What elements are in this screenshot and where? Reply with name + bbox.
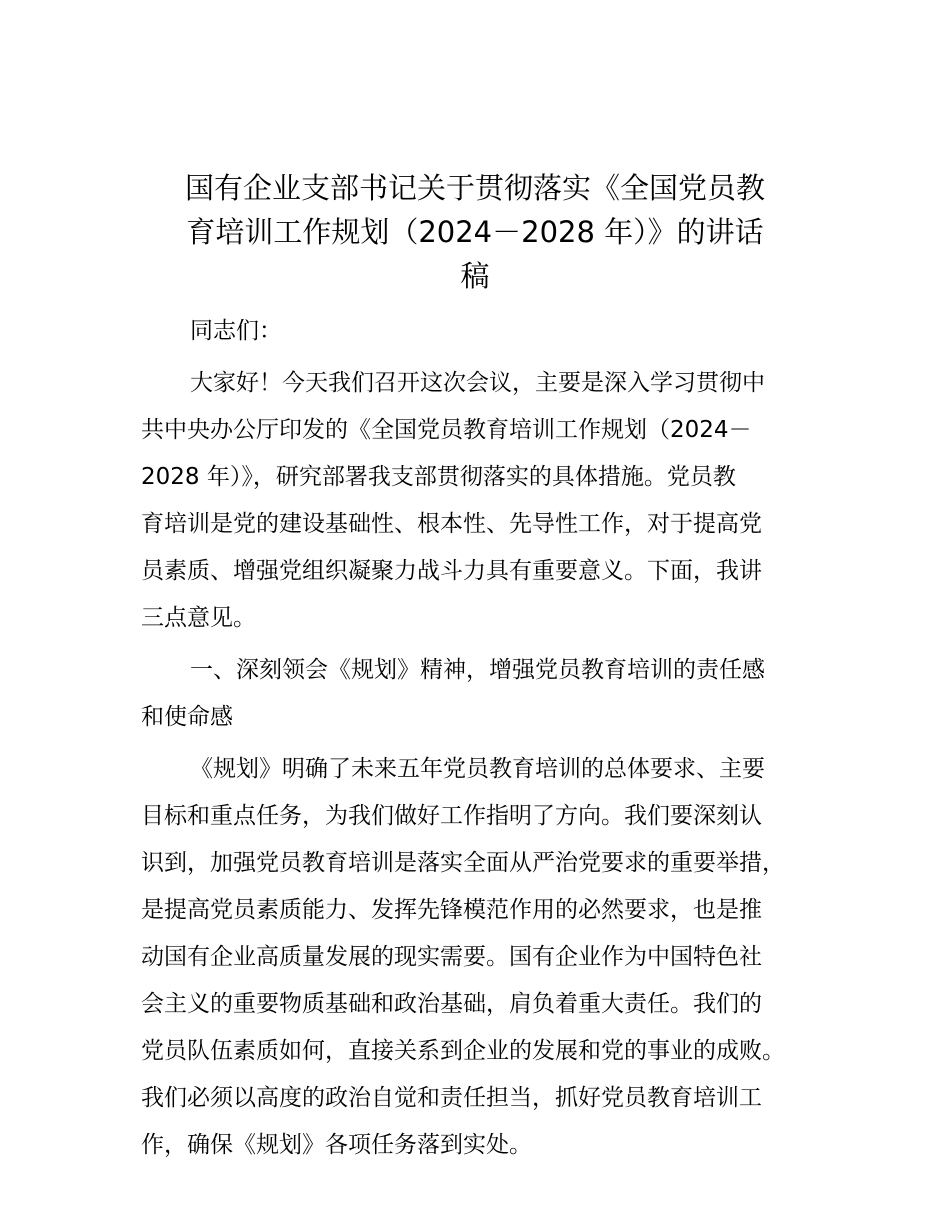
text-line: 会主义的重要物质基础和政治基础，肩负着重大责任。我们的 — [141, 991, 762, 1017]
title-line: 稿 — [460, 259, 490, 293]
document-title — [140, 166, 810, 298]
text-line: 党员队伍素质如何，直接关系到企业的发展和党的事业的成败。 — [141, 1038, 785, 1064]
text-line: 动国有企业高质量发展的现实需要。国有企业作为中国特色社 — [141, 944, 762, 970]
text-line: 共中央办公厅印发的《全国党员教育培训工作规划（2024－ — [141, 417, 752, 443]
text-line: 我们必须以高度的政治自觉和责任担当，抓好党员教育培训工 — [141, 1085, 762, 1111]
document-body — [141, 308, 821, 1169]
text-line: 大家好！今天我们召开这次会议，主要是深入学习贯彻中 — [190, 370, 765, 396]
text-line: 三点意见。 — [141, 605, 256, 631]
text-line: 识到，加强党员教育培训是落实全面从严治党要求的重要举措， — [141, 850, 785, 876]
text-line: 目标和重点任务，为我们做好工作指明了方向。我们要深刻认 — [141, 803, 762, 829]
section-heading-1 — [141, 647, 821, 741]
paragraph-section-1 — [141, 746, 821, 1169]
text-line: 育培训是党的建设基础性、根本性、先导性工作，对于提高党 — [141, 511, 762, 537]
title-line: 国有企业支部书记关于贯彻落实《全国党员教 — [184, 171, 765, 205]
paragraph-opening — [141, 360, 821, 642]
text-line: 一、深刻领会《规划》精神，增强党员教育培训的责任感 — [190, 657, 765, 683]
text-line: 2028 年）》，研究部署我支部贯彻落实的具体措施。党员教 — [141, 464, 736, 490]
title-line: 育培训工作规划（2024－2028 年）》的讲话 — [186, 215, 764, 249]
text-line: 员素质、增强党组织凝聚力战斗力具有重要意义。下面，我讲 — [141, 558, 762, 584]
text-line: 《规划》明确了未来五年党员教育培训的总体要求、主要 — [190, 756, 765, 782]
text-line: 是提高党员素质能力、发挥先锋模范作用的必然要求，也是推 — [141, 897, 762, 923]
salutation: 同志们： — [190, 318, 282, 344]
text-line: 和使命感 — [141, 704, 233, 730]
text-line: 作，确保《规划》各项任务落到实处。 — [141, 1132, 532, 1158]
